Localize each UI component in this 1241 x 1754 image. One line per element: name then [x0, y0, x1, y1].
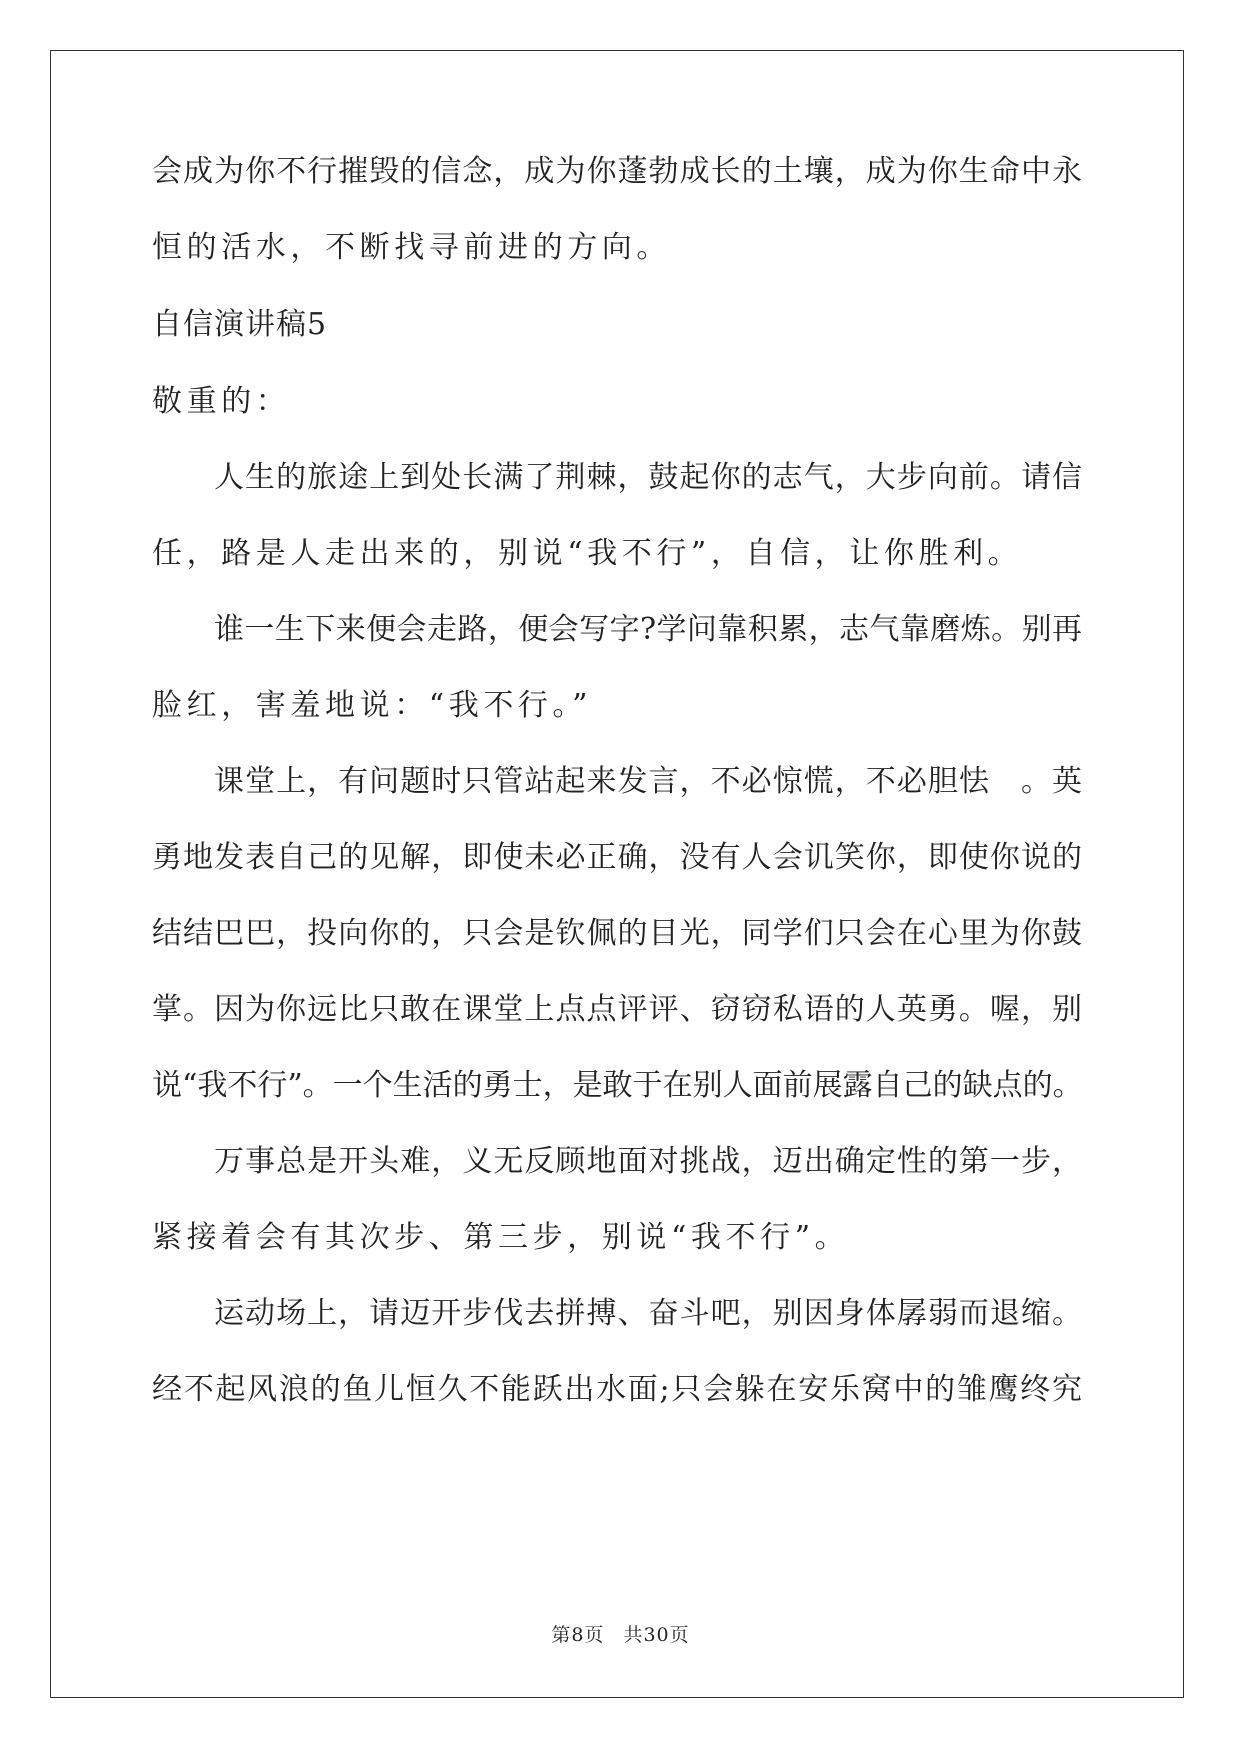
paragraph-line: 紧接着会有其次步、第三步，别说“我不行”。: [152, 1220, 850, 1255]
paragraph-line: 脸红，害羞地说：“我不行。”: [152, 688, 593, 723]
paragraph-line: 恒的活水，不断找寻前进的方向。: [152, 230, 671, 265]
paragraph-line: 掌。因为你远比只敢在课堂上点点评评、窃窃私语的人英勇。喔，别: [152, 992, 1082, 1027]
page-total: 共30页: [623, 1624, 690, 1646]
paragraph-line: 说“我不行”。一个生活的勇士，是敢于在别人面前展露自己的缺点的。: [152, 1068, 1083, 1103]
page-number: 第8页: [551, 1624, 605, 1646]
paragraph-line: 运动场上，请迈开步伐去拼搏、奋斗吧，别因身体孱弱而退缩。: [214, 1296, 1082, 1331]
paragraph-line: 任，路是人走出来的，别说“我不行”，自信，让你胜利。: [152, 536, 1023, 571]
paragraph-line: 勇地发表自己的见解，即使未必正确，没有人会讥笑你，即使你说的: [152, 840, 1082, 875]
salutation: 敬重的：: [152, 384, 291, 419]
paragraph-line: 谁一生下来便会走路，便会写字?学问靠积累，志气靠磨炼。别再: [214, 612, 1082, 647]
paragraph-line: 万事总是开头难，义无反顾地面对挑战，迈出确定性的第一步，: [214, 1144, 1082, 1179]
paragraph-line: 课堂上，有问题时只管站起来发言，不必惊慌，不必胆怯 。英: [214, 764, 1082, 799]
paragraph-line: 会成为你不行摧毁的信念，成为你蓬勃成长的土壤，成为你生命中永: [152, 154, 1082, 189]
page-footer: [0, 1620, 1241, 1647]
paragraph-line: 人生的旅途上到处长满了荆棘，鼓起你的志气，大步向前。请信: [214, 460, 1082, 495]
paragraph-line: 结结巴巴，投向你的，只会是钦佩的目光，同学们只会在心里为你鼓: [152, 916, 1082, 951]
paragraph-line: 经不起风浪的鱼儿恒久不能跃出水面;只会躲在安乐窝中的雏鹰终究: [152, 1372, 1082, 1407]
section-heading: 自信演讲稿5: [152, 307, 328, 342]
